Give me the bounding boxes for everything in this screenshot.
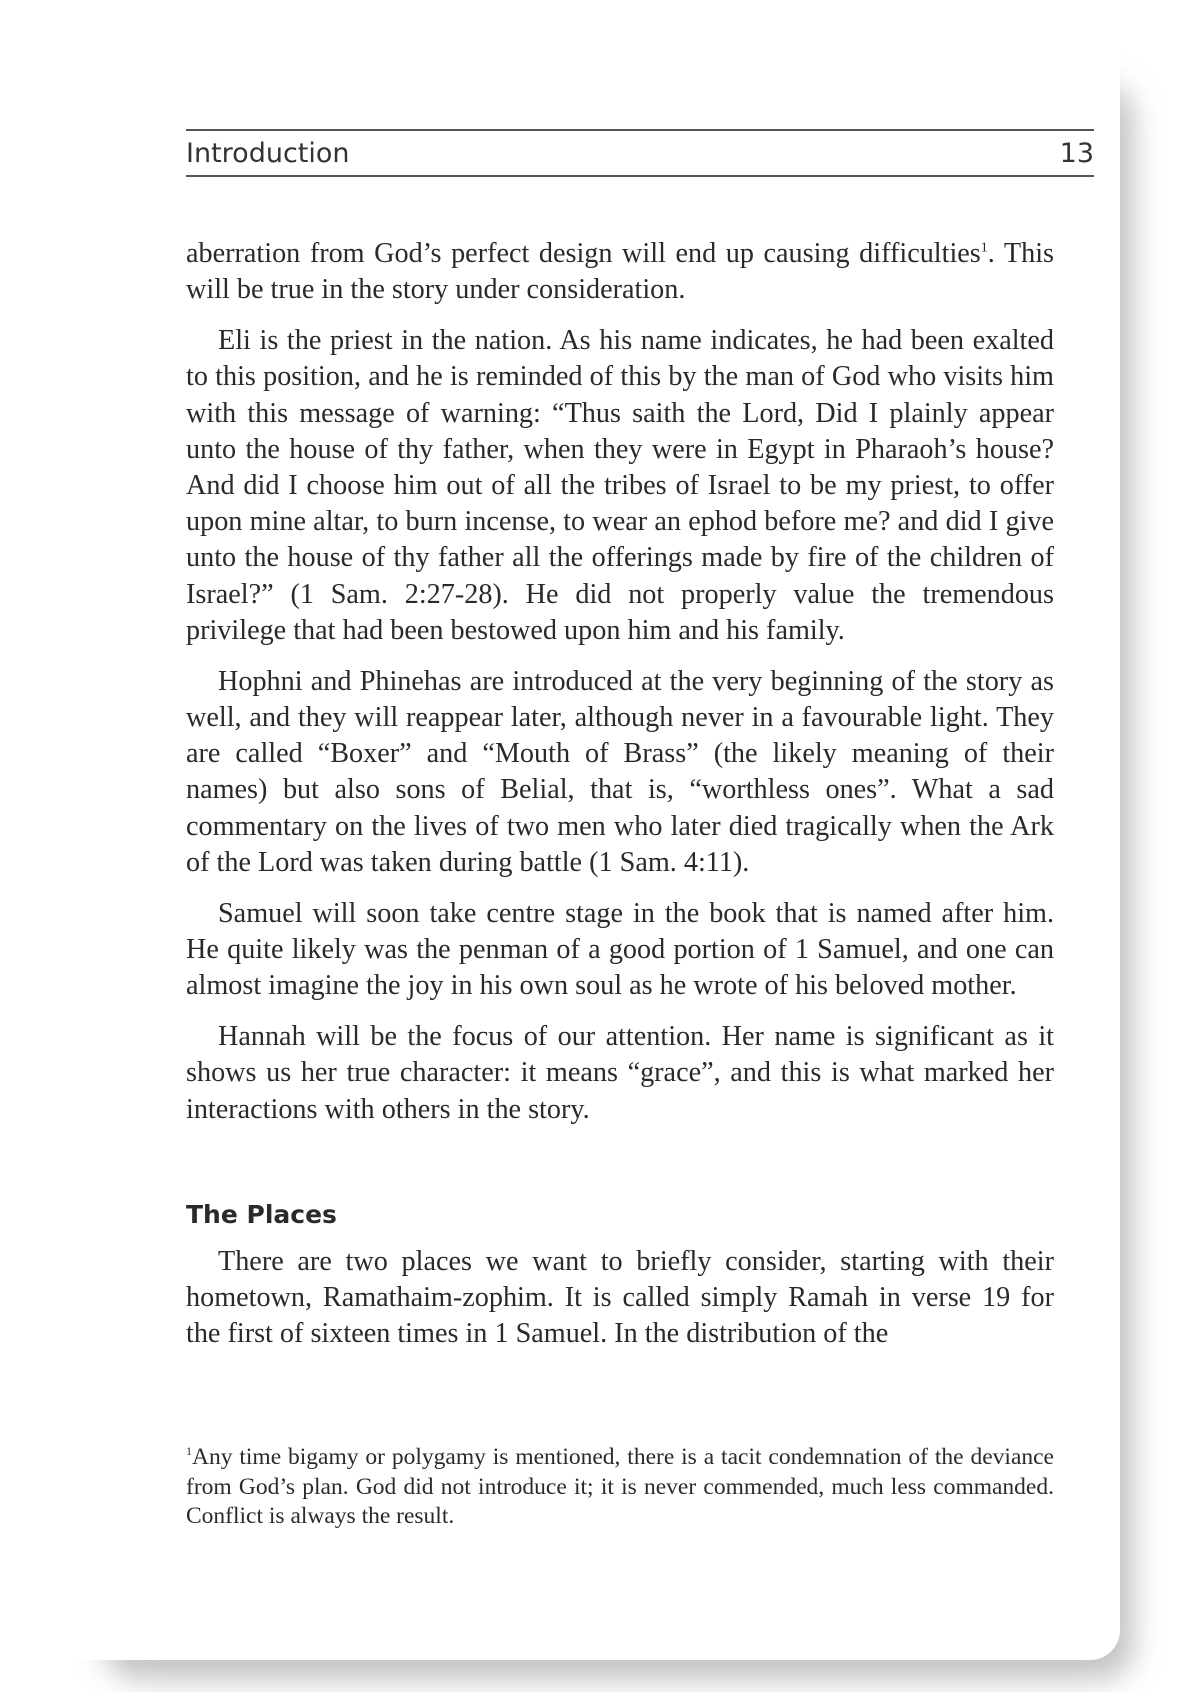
paragraph-6: There are two places we want to briefly consider, starting with their hometown, Ramathaim-zophim. It is called simply Ramah in verse 19 for the first of sixteen times in 1 Samuel. In the distribution of the [186,1245,1054,1350]
running-head [186,129,1094,177]
paragraph-1 [186,236,1054,308]
section-heading: The Places [186,1199,337,1229]
paragraph-2: Eli is the priest in the nation. As his name indicates, he had been exalted to this position, and he is reminded of this by the man of God who visits him with this message of warning: “Thus saith the Lord, Did I plainly appear unto the house of thy father, when they were in Egypt in Pharaoh’s house? And did I choose him out of all the tribes of Israel to be my priest, to offer upon mine altar, to burn incense, to wear an ephod before me? and did I give unto the house of thy father all the offerings made by fire of the children of Israel?” (1 Sam. 2:27-28). He did not properly value the tremendous privilege that had been bestowed upon him and his family. [186,325,1054,646]
footnote-marker: 1 [186,1444,192,1459]
footnote-reference: 1 [980,240,988,256]
footnote-text: Any time bigamy or polygamy is mentioned, there is a tacit condemnation of the deviance from God’s plan. God did not introduce it; it is never commended, much less commanded. Conflict is always the result. [186,1444,1054,1529]
paragraph-1-tail: . This will be true in the story under consideration. [186,238,1055,306]
paragraph-4: Samuel will soon take centre stage in the book that is named after him. He quite likely was the penman of a good portion of 1 Samuel, and one can almost imagine the joy in his own soul as he wrote of his beloved mother. [186,897,1054,1002]
page-number: 13 [1059,137,1094,169]
paragraph-3: Hophni and Phinehas are introduced at the very beginning of the story as well, and they will reappear later, although never in a favourable light. They are called “Boxer” and “Mouth of Brass” (the likely meaning of their names) but also sons of Belial, that is, “worthless ones”. What a sad commentary on the lives of two men who later died tragically when the Ark of the Lord was taken during battle (1 Sam. 4:11). [186,665,1054,878]
paragraph-5: Hannah will be the focus of our attention. Her name is significant as it shows us her true character: it means “grace”, and this is what marked her interactions with others in the story. [186,1021,1054,1125]
running-head-title: Introduction [186,137,350,169]
paragraph-1-text: aberration from God’s perfect design will end up causing difficulties [186,238,981,269]
body-text [186,236,1054,1367]
footnote [186,1443,1054,1532]
